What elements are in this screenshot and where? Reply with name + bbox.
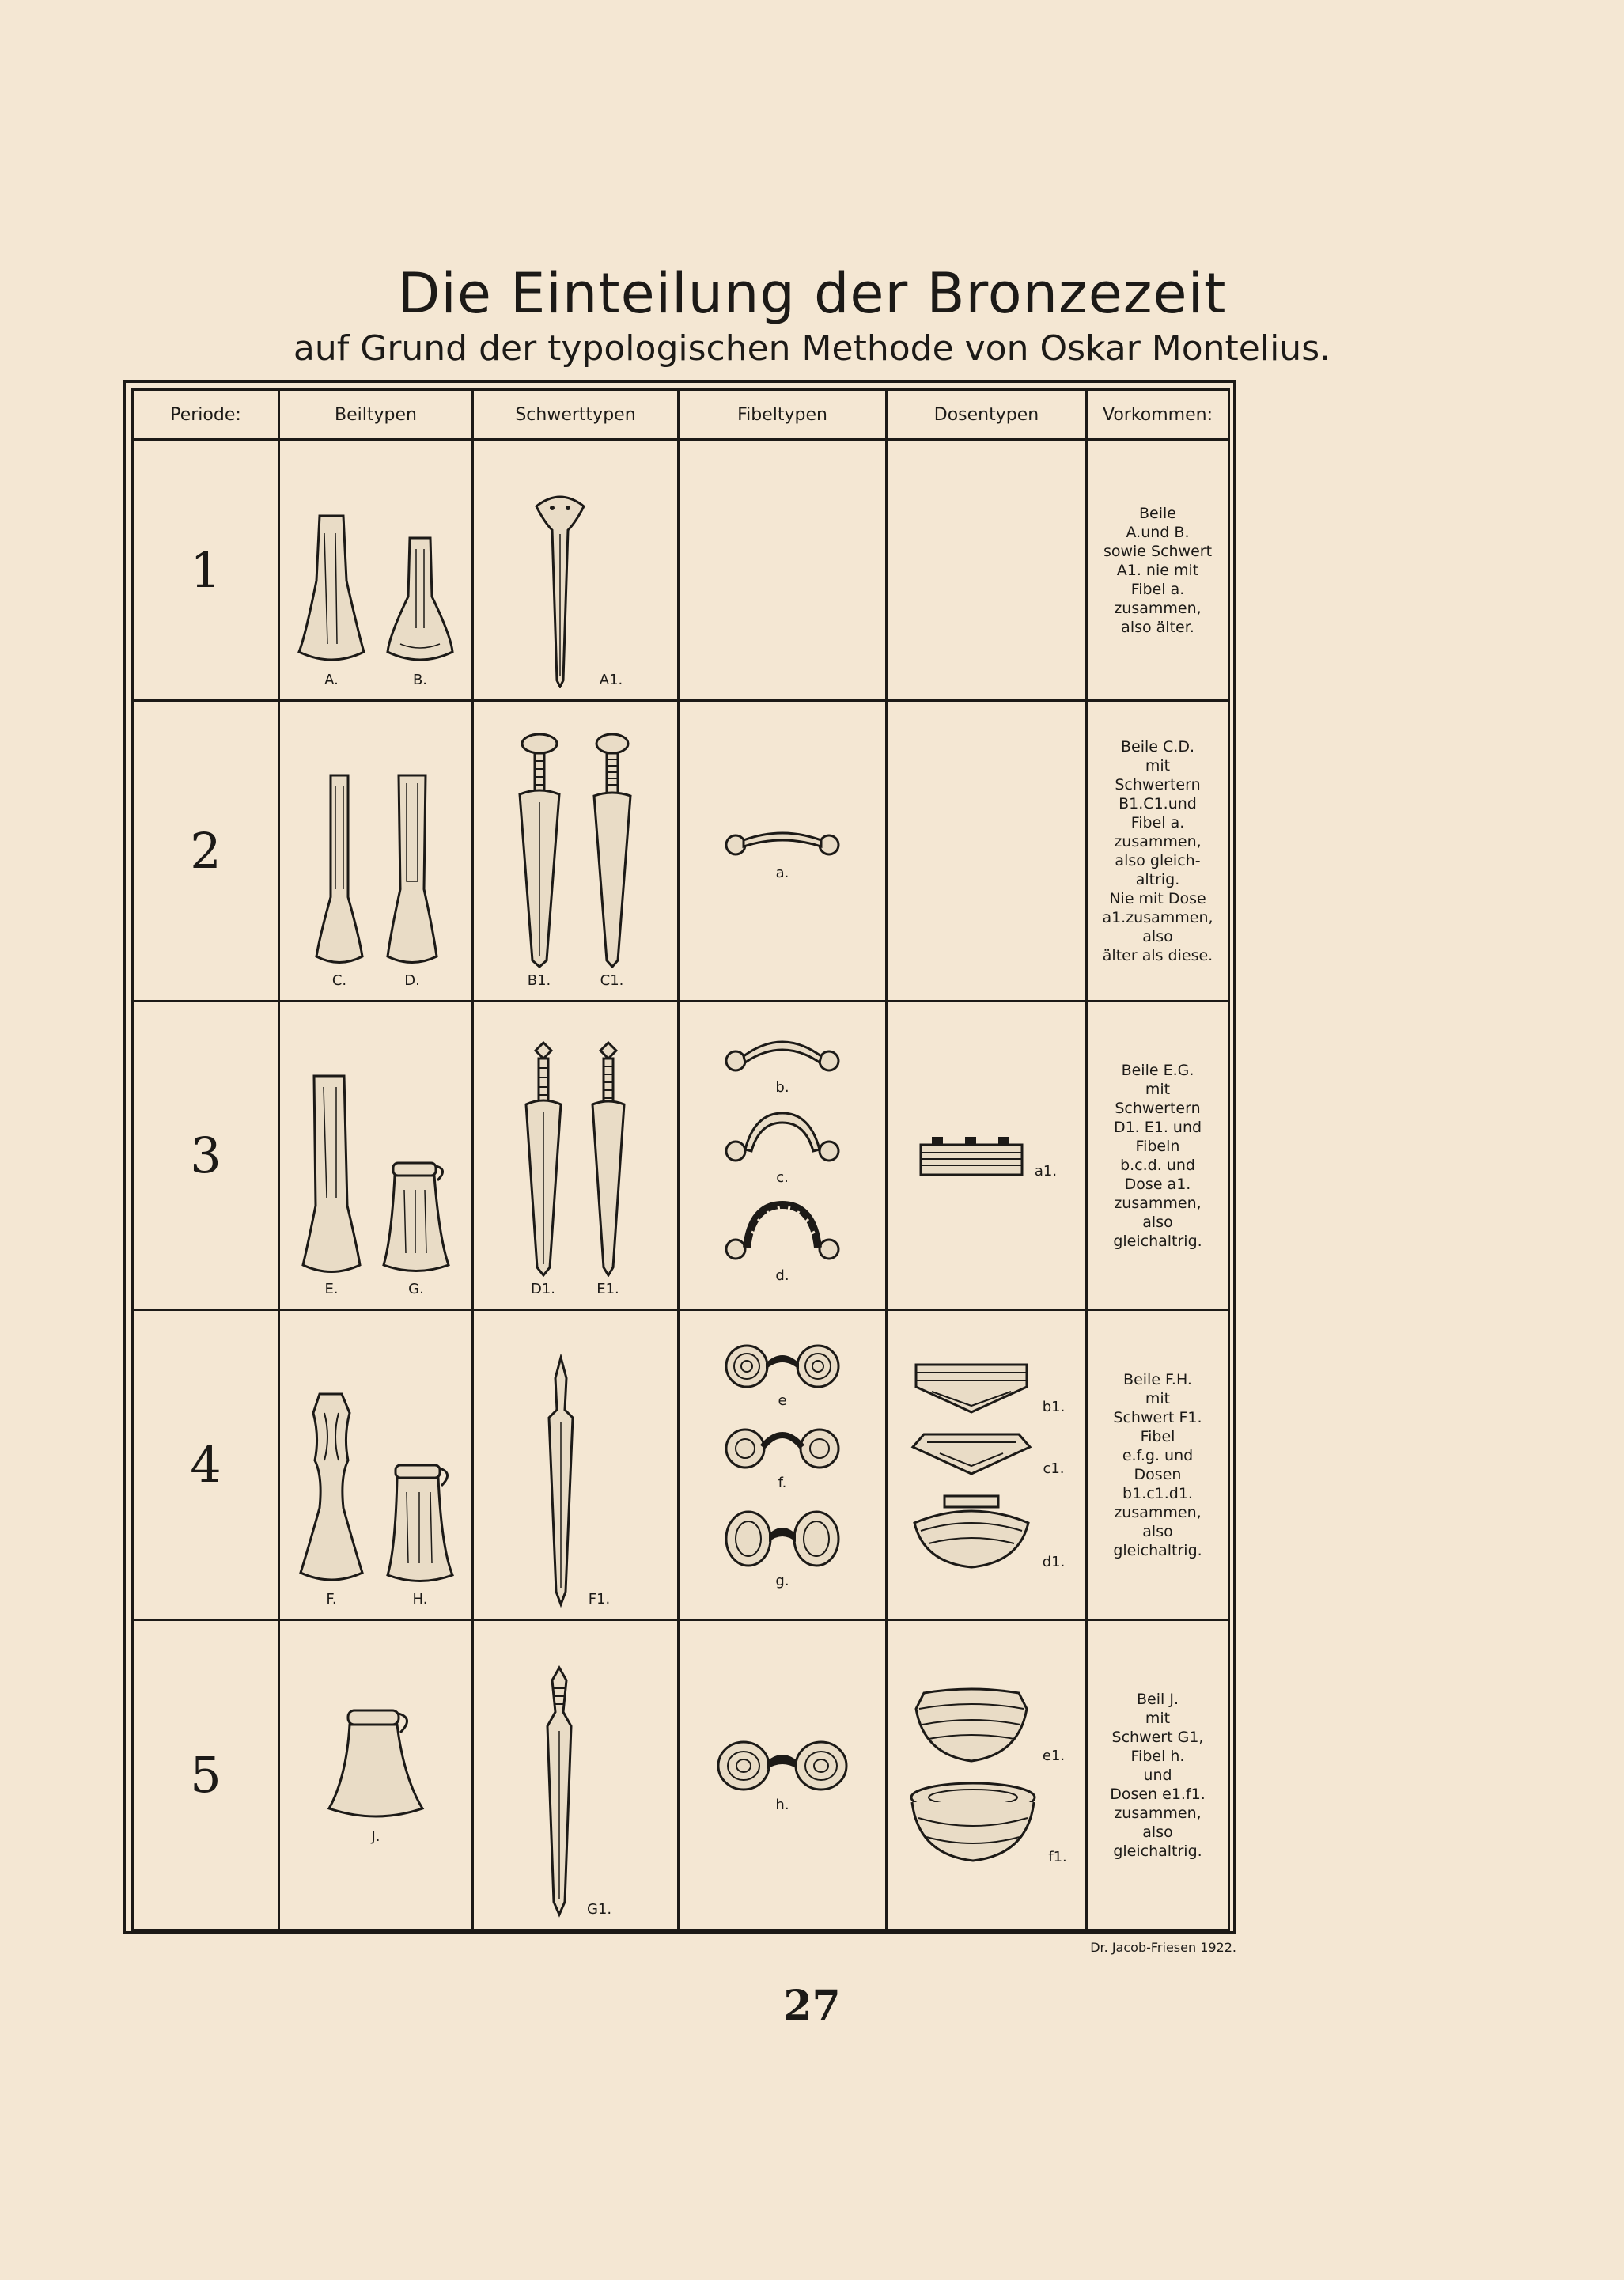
page-number: 27 — [783, 1982, 841, 2030]
fibula-figure — [723, 1110, 842, 1186]
sword-label: G1. — [586, 1901, 612, 1918]
box-figure — [908, 1360, 1066, 1415]
hilted-sword-icon — [585, 1040, 632, 1277]
box-cell — [887, 701, 1087, 1002]
col-header-dosentypen: Dosentypen — [887, 390, 1087, 440]
socketed-axe-icon — [324, 1706, 427, 1824]
fibula-cell — [679, 1310, 887, 1620]
axe-cell — [279, 1002, 473, 1310]
fibula-figure — [723, 1028, 842, 1096]
col-header-fibeltypen: Fibeltypen — [679, 390, 887, 440]
fibula-cell — [679, 701, 887, 1002]
box-figure — [908, 1491, 1066, 1570]
sword-cell — [473, 1002, 679, 1310]
spiral-fibula-icon — [723, 1423, 842, 1471]
sword-cell — [473, 1310, 679, 1620]
long-sword-icon — [541, 1354, 581, 1608]
winged-axe-icon — [296, 1389, 367, 1587]
fibula-cell — [679, 1002, 887, 1310]
box-cell — [887, 1620, 1087, 1930]
bow-fibula-icon — [723, 821, 842, 861]
bow-fibula-icon — [723, 1028, 842, 1075]
box-figure — [908, 1685, 1065, 1764]
flat-axe-icon — [296, 509, 367, 668]
col-header-vorkommen: Vorkommen: — [1087, 390, 1229, 440]
hanging-bowl-icon — [906, 1778, 1040, 1865]
occurrence-note: Beile F.H. mit Schwert F1. Fibel e.f.g. und Dosen b1.c1.d1. zusammen, also gleichaltrig. — [1087, 1310, 1229, 1620]
period-row-3 — [133, 1002, 1229, 1310]
col-header-beiltypen: Beiltypen — [279, 390, 473, 440]
fibula-label: d. — [775, 1267, 789, 1284]
bronze-box-icon — [916, 1132, 1027, 1180]
hanging-box-icon — [908, 1360, 1035, 1415]
axe-label: C. — [331, 972, 347, 989]
axe-label: H. — [412, 1591, 428, 1608]
fibula-label: g. — [775, 1572, 789, 1589]
box-label: e1. — [1042, 1747, 1066, 1764]
chronology-table — [131, 388, 1230, 1931]
axe-figure — [300, 1071, 363, 1297]
sword-figure — [539, 1665, 611, 1918]
box-cell — [887, 440, 1087, 701]
hilted-sword-icon — [585, 731, 640, 968]
axe-figure — [384, 771, 440, 989]
axe-cell — [279, 1620, 473, 1930]
axe-label: F. — [326, 1591, 337, 1608]
box-figure — [906, 1778, 1067, 1865]
axe-figure — [296, 1389, 367, 1608]
sword-label: A1. — [599, 672, 623, 688]
box-label: c1. — [1043, 1460, 1065, 1477]
box-cell — [887, 1310, 1087, 1620]
fibula-label: f. — [778, 1474, 787, 1491]
occurrence-note: Beile A.und B. sowie Schwert A1. nie mit Fibel a. zusammen, also älter. — [1087, 440, 1229, 701]
sword-cell — [473, 701, 679, 1002]
axe-label: E. — [324, 1281, 339, 1297]
palstave-axe-icon — [384, 771, 440, 968]
flanged-axe-icon — [384, 533, 456, 668]
header-row — [133, 390, 1229, 440]
socketed-axe-icon — [380, 1158, 452, 1277]
box-figure — [908, 1430, 1064, 1477]
axe-label: G. — [408, 1281, 424, 1297]
sword-cell — [473, 1620, 679, 1930]
fibula-figure — [723, 821, 842, 881]
axe-figure — [324, 1706, 427, 1845]
hanging-bowl-icon — [908, 1685, 1035, 1764]
hanging-bowl-icon — [908, 1491, 1035, 1570]
fibula-figure — [723, 1341, 842, 1409]
sword-label: B1. — [527, 972, 551, 989]
period-number: 2 — [133, 701, 279, 1002]
spiral-fibula-icon — [723, 1341, 842, 1388]
page-title: Die Einteilung der Bronzezeit — [397, 261, 1227, 326]
fibula-figure — [723, 1505, 842, 1589]
sword-label: D1. — [530, 1281, 556, 1297]
fibula-cell — [679, 1620, 887, 1930]
axe-cell — [279, 440, 473, 701]
period-row-2 — [133, 701, 1229, 1002]
fibula-label: c. — [776, 1168, 789, 1186]
long-sword-icon — [539, 1665, 579, 1918]
sword-figure — [520, 1040, 567, 1297]
fibula-label: h. — [775, 1796, 789, 1813]
fibula-label: a. — [775, 864, 789, 881]
sword-figure — [585, 1040, 632, 1297]
axe-cell — [279, 701, 473, 1002]
occurrence-note: Beile E.G. mit Schwertern D1. E1. und Fibeln b.c.d. und Dose a1. zusammen, also gleichaltrig. — [1087, 1002, 1229, 1310]
palstave-axe-icon — [312, 771, 367, 968]
dagger-icon — [528, 490, 592, 688]
period-row-5 — [133, 1620, 1229, 1930]
box-cell — [887, 1002, 1087, 1310]
axe-label: D. — [404, 972, 420, 989]
axe-label: B. — [412, 672, 428, 688]
axe-cell — [279, 1310, 473, 1620]
fibula-figure — [723, 1423, 842, 1491]
box-figure — [916, 1132, 1057, 1180]
sword-figure — [585, 731, 640, 989]
palstave-axe-icon — [300, 1071, 363, 1277]
axe-figure — [380, 1158, 452, 1297]
page-subtitle: auf Grund der typologischen Methode von Oskar Montelius. — [293, 328, 1331, 369]
ribbed-fibula-icon — [723, 1200, 842, 1263]
bow-fibula-icon — [723, 1110, 842, 1165]
fibula-figure — [715, 1737, 850, 1813]
col-header-periode: Periode: — [133, 390, 279, 440]
period-row-4 — [133, 1310, 1229, 1620]
axe-figure — [384, 1460, 456, 1608]
hilted-sword-icon — [512, 731, 567, 968]
author-credit: Dr. Jacob-Friesen 1922. — [1090, 1940, 1236, 1955]
fibula-label: e — [778, 1392, 787, 1409]
occurrence-note: Beil J. mit Schwert G1, Fibel h. und Dosen e1.f1. zusammen, also gleichaltrig. — [1087, 1620, 1229, 1930]
box-label: a1. — [1034, 1162, 1058, 1180]
period-number: 1 — [133, 440, 279, 701]
sword-label: C1. — [600, 972, 624, 989]
fibula-figure — [723, 1200, 842, 1284]
sword-label: E1. — [596, 1281, 619, 1297]
axe-figure — [384, 533, 456, 688]
period-number: 5 — [133, 1620, 279, 1930]
period-number: 3 — [133, 1002, 279, 1310]
spiral-fibula-icon — [715, 1737, 850, 1793]
sword-figure — [528, 490, 623, 688]
box-label: f1. — [1048, 1848, 1067, 1865]
fibula-cell — [679, 440, 887, 701]
hilted-sword-icon — [520, 1040, 567, 1277]
box-label: d1. — [1042, 1553, 1066, 1570]
socketed-axe-icon — [384, 1460, 456, 1587]
period-number: 4 — [133, 1310, 279, 1620]
sword-figure — [512, 731, 567, 989]
sword-cell — [473, 440, 679, 701]
box-label: b1. — [1042, 1398, 1066, 1415]
axe-label: A. — [324, 672, 339, 688]
chronology-table-frame — [123, 380, 1236, 1934]
sword-label: F1. — [588, 1591, 611, 1608]
axe-figure — [312, 771, 367, 989]
col-header-schwerttypen: Schwerttypen — [473, 390, 679, 440]
axe-figure — [296, 509, 367, 688]
sword-figure — [541, 1354, 611, 1608]
period-row-1 — [133, 440, 1229, 701]
spiral-fibula-icon — [723, 1505, 842, 1569]
fibula-label: b. — [775, 1078, 789, 1096]
occurrence-note: Beile C.D. mit Schwertern B1.C1.und Fibel a. zusammen, also gleich- altrig. Nie mit Dose a1.zusammen, also älter als diese. — [1087, 701, 1229, 1002]
hanging-box-icon — [908, 1430, 1035, 1477]
axe-label: J. — [371, 1827, 380, 1845]
